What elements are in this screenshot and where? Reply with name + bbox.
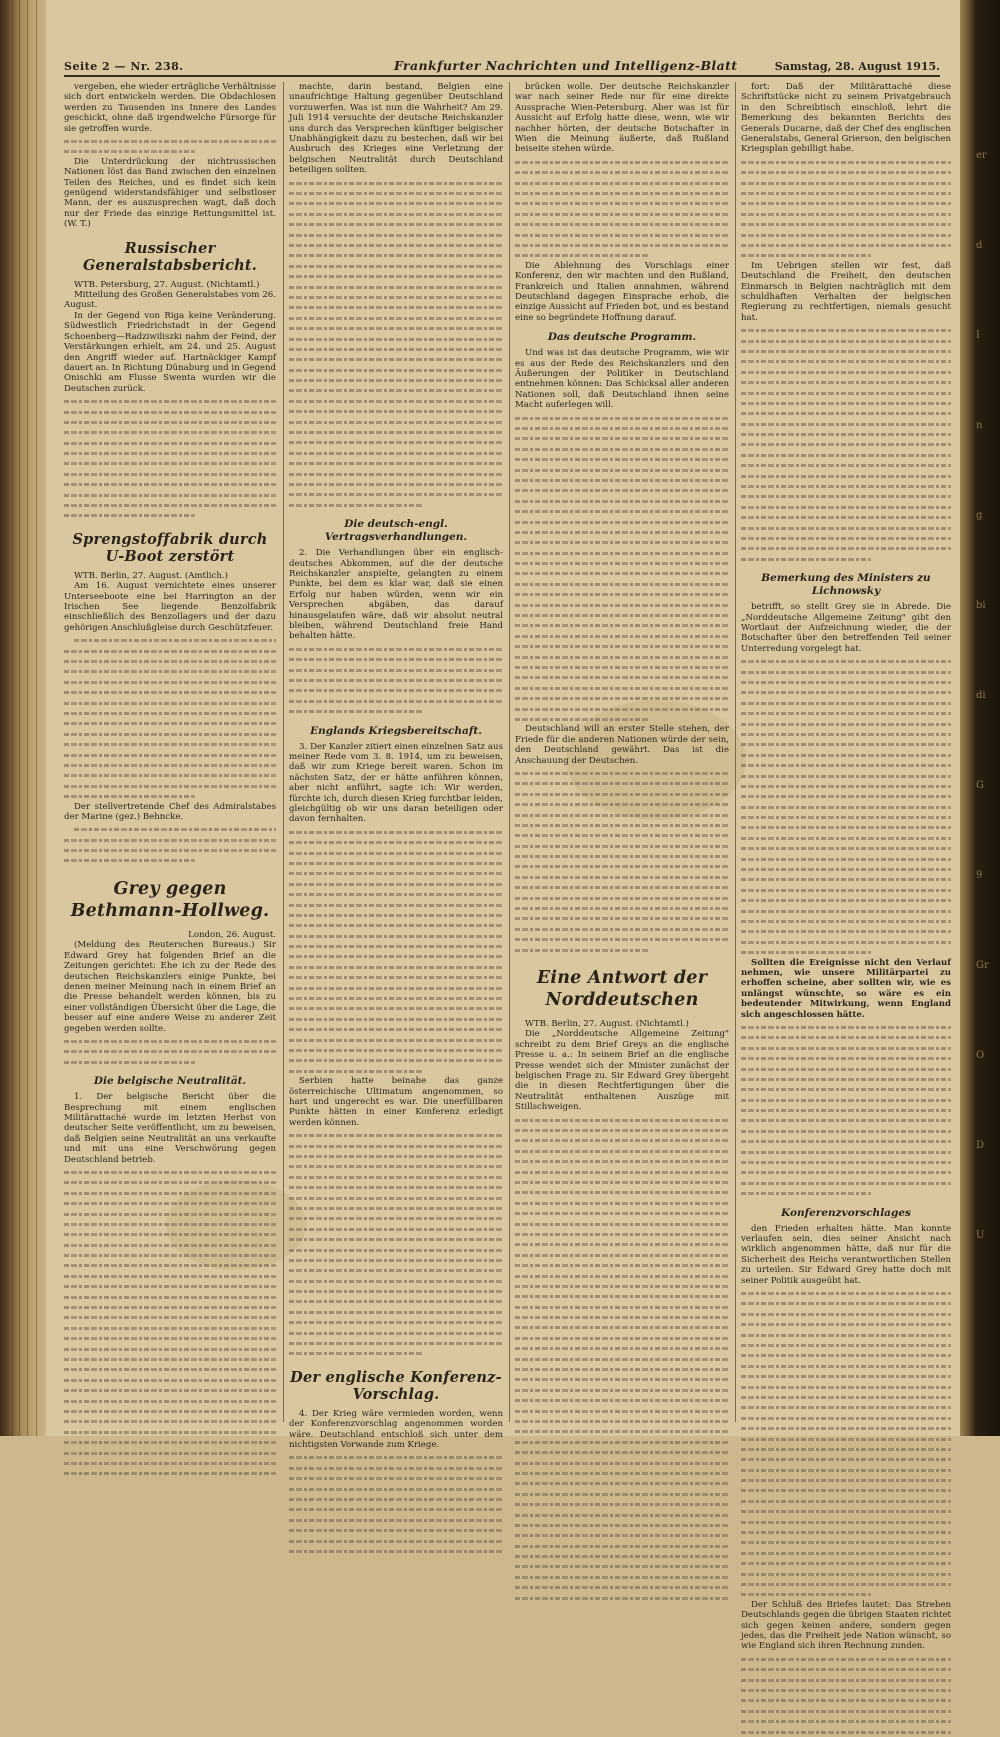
newspaper-page [46,0,960,1652]
edge-fragment: di [976,690,986,701]
dateline: WTB. Berlin, 27. August. (Nichtamtl.) [525,1019,689,1029]
text-lines-placeholder [289,178,503,511]
edge-fragment: Gr [976,960,989,971]
headline: Eine Antwort der Norddeutschen [536,968,708,1010]
article-text: Serbien hatte beinahe das ganze österreichische Ultimatum angenommen, so hart und ungerecht es war. Die unerfüllbaren Punkte hätten in einer Konferenz erledigt werden können. [289,1076,503,1128]
text-lines-placeholder [289,1130,503,1359]
column-rule [735,82,736,1422]
article-text: Und was ist das deutsche Programm, wie wir es aus der Rede des Reichskanzlers und den Äußerungen der Politiker in Deutschland entnehmen können: Das Schicksal aller anderen Nationen soll, daß Deutschland ihnen seine Macht auferlegen will. [515,348,729,411]
article-text: 3. Der Kanzler zitiert einen einzelnen Satz aus meiner Rede vom 3. 8. 1914, um zu beweisen, daß wir zum Kriege bereit waren. Schon im nächsten Satz, der er hätte anführen können, aber nicht anführt, sagte ich: Wir werden, fürchte ich, durch diesen Krieg furchtbar leiden, gleichgültig ob wir uns daran beteiligen oder davon fernhalten. [289,741,503,825]
edge-fragment: d [976,240,983,251]
article-text: 2. Die Verhandlungen über ein englisch-deutsches Abkommen, auf die der deutsche Reichskanzler anspielte, gelangten zu einem Punkte, bei dem es klar war, daß sie einen Erfolg nur haben würden, wenn wir ein Versprechen abgäben, das darauf hinausgelaufen wäre, daß wir absolut neutral bleiben, während Deutschland freie Hand behalten hätte. [289,548,503,642]
article-text: Am 16. August vernichtete eines unserer Unterseeboote eine bei Harrington an der Irischen See liegende Benzolfabrik einschließlich des Benzollagers und der dazu gehörigen Anschlußgleise durch Geschützfeuer. [64,581,276,633]
text-lines-placeholder [64,1036,276,1067]
edge-fragment: I [976,330,980,341]
article-text: machte, darin bestand, Belgien eine unaufrichtige Haltung gegenüber Deutschland vorzuwerfen. Was ist nun die Wahrheit? Am 29. Juli 1914 versuchte der deutsche Reichskanzler uns durch das Versprechen künftiger belgischer Unabhängigkeit dazu zu bestechen, daß wir bei Ausbruch des Krieges eine Verletzung der belgischen Neutralität durch Deutschland beteiligen sollten. [289,82,503,176]
edge-fragment: g [976,510,983,521]
column-3 [515,82,729,1422]
issue-date: Samstag, 28. August 1915. [774,60,940,73]
article-text: 4. Der Krieg wäre vermieden worden, wenn der Konferenzvorschlag angenommen worden wäre. Deutschland entschloß sich unter dem nichtigsten Vorwande zum Kriege. [289,1408,503,1451]
dateline: WTB. Petersburg, 27. August. (Nichtamtl.) [74,279,260,290]
text-lines-placeholder [289,1452,503,1556]
subheadline: Konferenzvorschlages [781,1206,911,1219]
signature: Der stellvertretende Chef des Admiralstabes der Marine (gez.) Behncke. [64,801,276,822]
edge-fragment: O [976,1050,985,1061]
subheadline: Englands Kriegsbereitschaft. [310,724,482,737]
page-header [64,56,940,76]
text-lines-placeholder [741,325,951,564]
edge-fragment: G [976,780,984,791]
article-text: Deutschland will an erster Stelle stehen, der Friede für die anderen Nationen würde der sein, den Deutschland gewährt. Das ist die Anschauung der Deutschen. [515,724,729,766]
column-4 [741,82,951,1652]
headline: Russischer Generalstabsbericht. [82,239,258,274]
text-lines-placeholder [289,827,503,1076]
article-text: (Meldung des Reuterschen Bureaus.) Sir Edward Grey hat folgenden Brief an die Zeitungen gerichtet: Ehe ich zu der Rede des deutschen Reichskanzlers einige Punkte, bei denen meiner Meinung nach in einem Brief an die Presse behandelt werden können, bis zu einer vollständigen Übersicht über die Lage, die besser auf eine andere Weise zu anderer Zeit gegeben werden sollte. [64,940,276,1034]
edge-fragment: n [976,420,983,431]
text-lines-placeholder [741,1288,951,1600]
text-lines-placeholder [515,1115,729,1603]
text-lines-placeholder [289,644,503,717]
edge-fragment: bi [976,600,986,611]
headline: Grey gegen Bethmann-Hollweg. [70,878,270,921]
article-text: Die „Norddeutsche Allgemeine Zeitung" schreibt zu dem Brief Greys an die englische Presse u. a.: In seinem Brief an die englische Presse wendet sich der Minister zunächst der belgischen Frage zu. Sir Edward Grey übergeht die in diesen Rechtfertigungen über die Neutralität enthaltenen Auszüge mit Stillschweigen. [515,1029,729,1113]
column-2 [289,82,503,1451]
subheadline: Die deutsch-engl. Vertragsverhandlungen. [324,518,468,544]
subheadline: Die belgische Neutralität. [93,1075,247,1088]
text-lines-placeholder [741,157,951,261]
edge-fragment: U [976,1230,985,1241]
article-text: Der Schluß des Briefes lautet: Das Streben Deutschlands gegen die übrigen Staaten richtet sich gegen keinen andere, sondern gegen jedes, das die Freiheit jede Nation wünscht, so wie England sich ihren Rechnung zunden. [741,1599,951,1652]
edge-fragment: er [976,150,987,161]
text-lines-placeholder [515,157,729,261]
article-text: Die Ablehnung des Vorschlags einer Konferenz, den wir machten und den Rußland, Frankreich und Italien annahmen, während Deutschland dagegen Einsprache erhob, die einzige Aussicht auf Frieden bot, und es bestand eine so begründete Hoffnung darauf. [515,260,729,323]
text-lines-placeholder [64,1167,276,1479]
article-text: Sollten die Ereignisse nicht den Verlauf nehmen, wie unsere Militärpartei zu erhoffen scheine, aber sollten wir, wie es unlängst wünschte, so wäre es ein bedeutender Mitwirkung, wenn England sich angeschlossen hätte. [741,957,951,1020]
article-text: fort: Daß der Militärattaché diese Schriftstücke nicht zu seinem Privatgebrauch in den Schreibtisch einschloß, lehrt die Bemerkung des bekannten Berichts des Generals Ducarne, daß der Chef des englischen Generalstabs, General Grierson, den belgischen Kriegsplan gebilligt habe. [741,82,951,155]
text-lines-placeholder [64,824,276,866]
headline: Sprengstoffabrik durch U-Boot zerstört [72,530,268,565]
text-lines-placeholder [741,1022,951,1199]
column-1 [64,82,276,1422]
text-lines-placeholder [64,396,276,521]
article-text: Die Unterdrückung der nichtrussischen Nationen löst das Band zwischen den einzelnen Teilen des Reiches, und es findet sich kein genügend widerstandsfähiger und selbstloser Mann, der es auszusprechen wagt, daß doch nur der Friede das einzige Rettungsmittel ist. (W. T.) [64,156,276,230]
article-text: 1. Der belgische Bericht über die Besprechung mit einem englischen Militärattaché wurde im letzten Herbst von deutscher Seite veröffentlicht, um zu beweisen, daß Belgien seine Neutralität an uns verkaufte und mit uns eine Verschwörung gegen Deutschland betrieb. [64,1092,276,1165]
article-text: betrifft, so stellt Grey sie in Abrede. Die „Norddeutsche Allgemeine Zeitung" gibt den Wortlaut der Aufzeichnung wieder, die der Botschafter über den betreffenden Teil seiner Unterredung vorgelegt hat. [741,602,951,654]
article-text: brücken wolle. Der deutsche Reichskanzler war nach seiner Rede nur für eine direkte Aussprache Wien-Petersburg. Aber was ist für Aussicht auf Erfolg hatte diese, wenn, wie wir nachher hörten, der deutsche Botschafter in Wien die Meinung äußerte, daß Rußland beiseite stehen würde. [515,82,729,155]
text-lines-placeholder [64,136,276,157]
text-lines-placeholder [741,656,951,957]
page-number: Seite 2 — Nr. 238. [64,60,184,73]
column-rule [283,82,284,1422]
column-rule [509,82,510,1422]
edge-fragment: 9 [976,870,983,881]
article-text: Im Uebrigen stellen wir fest, daß Deutschland die Freiheit, den deutschen Einmarsch in Belgien nachträglich mit dem schuldhaften Verhalten der belgischen Regierung zu rechtfertigen, niemals gesucht hat. [741,260,951,323]
binding-edge-left [0,0,46,1436]
dateline: WTB. Berlin, 27. August. (Amtlich.) [74,570,228,581]
dateline: London, 26. August. [188,929,276,940]
text-lines-placeholder [64,635,276,801]
article-text: den Frieden erhalten hätte. Man konnte verlaufen sein, dies seiner Ansicht nach wirklich angenommen hätte, daß nur für die Sicherheit des Reichs verantwortlichen Stellen zu urteilen. Sir Edward Grey hatte doch mit seiner Politik ausgeübt hat. [741,1223,951,1286]
article-text: Mitteilung des Großen Generalstabes vom 26. August. [64,290,276,311]
text-lines-placeholder [515,768,729,955]
text-lines-placeholder [515,413,729,725]
subheadline: Bemerkung des Ministers zu Lichnowsky [761,572,931,598]
binding-edge-right [960,0,1000,1436]
article-text: In der Gegend von Riga keine Veränderung. Südwestlich Friedrichstadt in der Gegend Schoenberg—Radziwiliszki nahm der Feind, der Verstärkungen erhielt, am 24. und 25. August den Angriff wieder auf. Hartnäckiger Kampf dauert an. In Richtung Dünaburg und in Gegend Onischki am Flusse Swenta wurden wir die Deutschen zurück. [64,310,276,394]
headline: Der englische Konferenz-Vorschlag. [290,1368,502,1403]
article-text: vergeben, ehe wieder erträgliche Verhältnisse sich dort entwickeln werden. Die Obdachlosen werden zu Tausenden ins Innere des Landes geschickt, ohne daß irgendwelche Fürsorge für sie getroffen wurde. [64,82,276,134]
header-rule [64,75,940,77]
edge-fragment: D [976,1140,985,1151]
subheadline: Das deutsche Programm. [547,331,697,344]
text-lines-placeholder [741,1654,951,1737]
newspaper-title: Frankfurter Nachrichten und Intelligenz-Blatt [394,58,738,73]
